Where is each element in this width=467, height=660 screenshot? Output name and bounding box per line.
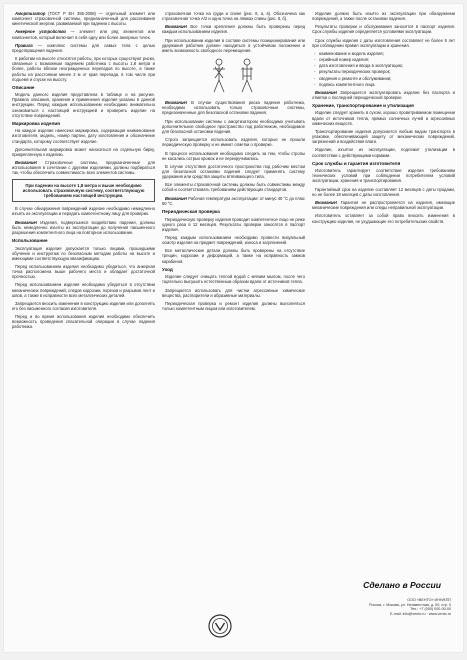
paragraph-text: Запрещается использовать для чистки агрессивные химические вещества, растворители и абразивные материалы. <box>162 287 305 298</box>
paragraph <box>312 200 455 210</box>
paragraph-text: Рабочая температура эксплуатации: от минус 40 °С до плюс 50 °С. <box>162 195 305 206</box>
paragraph-text: страховочная точка на груди и спине (рис. 6, а, в). Обозначена как страховочная точка А/2 и одна точка на лямках спины (рис. 6, б). <box>162 11 305 22</box>
paragraph-text: Гарантия не распространяется на изделия, имеющие механические повреждения или следы неправильной эксплуатации. <box>312 200 455 211</box>
paragraph-text: Эксплуатация изделия допускается только лицами, прошедшими обучение и инструктаж по безопасным методам работы на высоте и имеющими соответствующую квалификацию. <box>12 245 155 261</box>
paragraph-text: Строго запрещается использовать изделия, которые не прошли периодическую проверку и не имеют отметки о проверке. <box>162 137 305 148</box>
instruction-page <box>4 4 463 652</box>
paragraph <box>12 128 155 143</box>
paragraph-text: Перед использованием изделия необходимо убедиться, что анкерная точка расположена выше рабочего места и обладает достаточной прочностью. <box>12 263 155 280</box>
paragraph <box>162 274 305 284</box>
paragraph <box>162 164 305 179</box>
paragraph <box>312 147 455 157</box>
list-item: - дата изготовления и ввода в эксплуатацию; <box>319 63 455 68</box>
paragraph-text: Изготовитель оставляет за собой право вносить изменения в конструкцию изделия, не ухудшающие его потребительских свойств. <box>312 213 455 224</box>
paragraph <box>12 264 155 279</box>
paragraph-text: Изделие следует хранить в сухом, хорошо проветриваемом помещении вдали от источников тепла, прямых солнечных лучей и агрессивных химических веществ. <box>312 110 455 126</box>
paragraph-text: Периодическая проверка и ремонт изделия должны выполняться только компетентным лицом или изготовителем. <box>162 301 305 312</box>
company-logo-icon <box>208 614 232 638</box>
paragraph <box>12 206 155 216</box>
paragraph-text: Периодическую проверку изделия проводит компетентное лицо не реже одного раза в 12 месяцев. Результаты проверки заносятся в паспорт изделия. <box>162 216 305 232</box>
paragraph <box>162 248 305 263</box>
paragraph-lead: Амортизатор <box>15 11 46 16</box>
paragraph-lead: Правила <box>15 42 33 48</box>
paragraph <box>12 160 155 175</box>
paragraph-text: К работам на высоте относятся работы, при которых существуют риски, связанные с возможным падением работника с высоты 1,8 метра и более, работы вблизи неогражденных перепадов по высоте, а также работы на расстоянии менее 2 м от края перепада, в том числе при подъеме и спуске на высоту. <box>12 56 155 82</box>
paragraph <box>162 182 305 192</box>
section-heading: Срок службы и гарантия изготовителя <box>312 160 401 166</box>
paragraph-text: При использовании изделия в составе системы позиционирования или удержания работник должен находиться в устойчивом положении и иметь возможность свободного перемещения. <box>162 37 305 53</box>
paragraph-text: Запрещается эксплуатировать изделие без паспорта и отметки о последней периодической проверке. <box>312 89 455 100</box>
section-heading: Описание <box>12 84 35 90</box>
paragraph <box>162 119 305 134</box>
list-item: - наименование и модель изделия; <box>319 51 455 56</box>
paragraph <box>12 301 155 311</box>
paragraph-text: Изделия, подвергшиеся воздействию падения, должны быть немедленно изъяты из эксплуатации до получения письменного разрешения компетентного лица на повторное использование. <box>12 219 155 235</box>
paragraph-text: Перед использованием изделия необходимо убедиться в отсутствии механических повреждений, следов коррозии, порезов и разрывов лент и швов, а также в исправности всех металлических деталей. <box>12 282 155 298</box>
section-heading: Уход <box>162 266 173 272</box>
section-heading: Использование <box>12 238 48 244</box>
paragraph <box>12 147 155 157</box>
statement-box: При падении на высоте 1,8 метра и выше необходимо использовать страховочную систему, соответствующую требованиям настоящей инструкции. <box>12 179 155 203</box>
paragraph <box>162 217 305 232</box>
paragraph <box>162 100 305 115</box>
paragraph-text: Результаты проверки и обслуживания заносятся в паспорт изделия. Срок службы изделия определяется условиями эксплуатации. <box>312 24 455 35</box>
paragraph <box>162 11 305 21</box>
paragraph-text: Срок службы изделия с даты изготовления составляет не более 5 лет при соблюдении правил эксплуатации и хранения. <box>312 37 455 48</box>
section-heading: Маркировка изделия <box>12 120 60 126</box>
paragraph-text: В случае отсутствия достаточного пространства под рабочим местом для безопасной остановки падения следует применять систему удержания или средства защиты втягивающего типа. <box>162 163 305 180</box>
paragraph <box>162 38 305 53</box>
address-line: E-mail: info@vento.ru · www.vento.ru <box>390 611 451 616</box>
address-line: ООО «ВЕНТО» ИНН/КПП <box>407 598 451 602</box>
paragraph <box>162 301 305 311</box>
paragraph <box>162 151 305 161</box>
paragraph-lead: Внимание! <box>165 195 188 201</box>
paragraph-lead: Анкерное устройство <box>15 29 67 35</box>
paragraph <box>12 314 155 329</box>
paragraph-text: Перед каждым использованием необходимо провести визуальный осмотр изделия на предмет повреждений, износа и загрязнений. <box>162 235 305 246</box>
paragraph <box>12 43 155 53</box>
paragraph-text: — комплекс системы для самых тела с целью предотвращения падения. <box>12 42 155 53</box>
paragraph <box>312 187 455 197</box>
paragraph-text: Изготовитель гарантирует соответствие изделия требованиям технических условий при соблюдении потребителем условий эксплуатации, хранения и транспортирования. <box>312 168 455 184</box>
paragraph-text: Дополнительная маркировка может наноситься на отдельную бирку, прикрепленную к изделию. <box>12 146 155 157</box>
paragraph <box>312 168 455 183</box>
paragraph-text: Страховочные системы, предназначенные для использования в сочетании с другими изделиями, должны подбираться так, чтобы обеспечить совместимость всех элементов системы. <box>12 160 155 176</box>
company-address <box>246 598 451 616</box>
paragraph <box>12 11 155 26</box>
paragraph-text: Все точки крепления должны быть проверены перед каждым использованием изделия. <box>162 24 305 35</box>
paragraph-lead: Внимание! <box>15 219 38 225</box>
paragraph-lead: Внимание! <box>315 200 338 206</box>
paragraph <box>162 196 305 206</box>
paragraph-text: В случае существования риска падения работника, необходимо использовать только страховочные системы, предназначенные для безопасной остановки падения. <box>162 100 305 116</box>
page-footer <box>12 576 455 646</box>
paragraph <box>12 92 155 117</box>
column-3 <box>312 11 455 576</box>
paragraph-text: Все элементы страховочной системы должны быть совместимы между собой и соответствовать требованиям действующих стандартов. <box>162 182 305 193</box>
harness-diagram-icon <box>205 56 263 96</box>
paragraph-text: Изделие следует очищать теплой водой с мягким мылом, после чего тщательно высушить естественным образом вдали от источников тепла. <box>162 274 305 285</box>
paragraph <box>312 213 455 223</box>
paragraph-text: На каждое изделие нанесена маркировка, содержащая наименование изготовителя, модель, номер партии, дату изготовления и обозначение стандарта, которому соответствует изделие. <box>12 128 155 144</box>
paragraph <box>12 282 155 297</box>
column-2 <box>162 11 305 576</box>
paragraph <box>312 110 455 125</box>
text-columns <box>12 11 455 576</box>
paragraph <box>312 11 455 21</box>
paragraph-text: Транспортирование изделия допускается любым видом транспорта в упаковке, обеспечивающей защиту от механических повреждений, загрязнений и воздействия влаги. <box>312 128 455 145</box>
paragraph <box>12 29 155 39</box>
paragraph-text: Модель данного изделия представлена в таблице и на рисунке. Правила описания, хранения и применения изделия указаны в данной инструкции. Перед каждым использованием необходимо внимательно ознакомиться с настоящей инструкцией и проверить изделие на отсутствие повреждений. <box>12 92 155 118</box>
paragraph <box>312 129 455 144</box>
paragraph-text: Гарантийный срок на изделие составляет 12 месяцев с даты продажи, но не более 18 месяцев с даты изготовления. <box>312 186 455 197</box>
list-item: - подпись компетентного лица. <box>319 82 455 87</box>
paragraph-text: — элемент или ряд элементов или компонентов, который включает в себя одну или более анкерных точек. <box>12 29 155 40</box>
paragraph <box>312 90 455 100</box>
paragraph-text: При использовании системы с амортизатором необходимо учитывать дополнительное свободное пространство под работником, необходимое для безопасной остановки падения. <box>162 118 305 134</box>
paragraph-text: (ГОСТ Р ЕН 355-2008) — отдельный элемент или компонент страховочной системы, предназначенный для рассеивания кинетической энергии, развиваемой при падении с высоты. <box>12 11 155 27</box>
list-item: - серийный номер изделия; <box>319 57 455 62</box>
list-item: - результаты периодических проверок; <box>319 69 455 74</box>
paragraph-text: Изделие должно быть изъято из эксплуатации при обнаружении повреждений, а также после остановки падения. <box>312 11 455 22</box>
paragraph-text: Перед и во время использования изделия необходимо обеспечить возможность проведения спасательной операции в случае падения работника. <box>12 314 155 330</box>
paragraph-lead: Внимание! <box>315 89 338 95</box>
paragraph-lead: Внимание! <box>165 100 188 106</box>
address-line: Россия, г. Москва, ул. Неизвестная, д. 00, стр. 0 <box>369 602 451 607</box>
paragraph <box>162 288 305 298</box>
paragraph <box>12 220 155 235</box>
harness-figure <box>162 56 305 96</box>
paragraph <box>162 137 305 147</box>
made-in-label: Сделано в России <box>363 580 441 590</box>
paragraph <box>162 235 305 245</box>
section-heading: Хранение, транспортирование и утилизация <box>312 103 414 109</box>
paragraph <box>312 38 455 48</box>
paragraph <box>12 246 155 261</box>
paragraph <box>162 24 305 34</box>
paragraph-lead: Внимание! <box>15 160 38 166</box>
section-heading: Периодическая проверка <box>162 209 220 215</box>
bullet-list <box>312 51 455 87</box>
column-1 <box>12 11 155 576</box>
paragraph <box>12 56 155 81</box>
address-line: Тел.: +7 (000) 000-00-00 <box>410 607 451 612</box>
paragraph-lead: Внимание! <box>165 24 188 30</box>
paragraph-text: Запрещается вносить изменения в конструкцию изделия или дополнять его без письменного согласия изготовителя. <box>12 300 155 312</box>
paragraph-text: В случае обнаружения повреждений изделие необходимо немедленно изъять из эксплуатации и передать компетентному лицу для проверки. <box>12 206 155 217</box>
paragraph-text: В процессе использования необходимо следить за тем, чтобы стропы не касались острых кромок и не перекручивались. <box>162 150 305 161</box>
paragraph-text: Изделие, изъятое из эксплуатации, подлежит утилизации в соответствии с действующими нормами. <box>312 147 455 158</box>
paragraph <box>312 24 455 34</box>
paragraph-text: Все металлические детали должны быть проверены на отсутствие трещин, коррозии и деформаций, а также на исправность замков карабинов. <box>162 248 305 264</box>
list-item: - сведения о ремонте и обслуживании; <box>319 76 455 81</box>
